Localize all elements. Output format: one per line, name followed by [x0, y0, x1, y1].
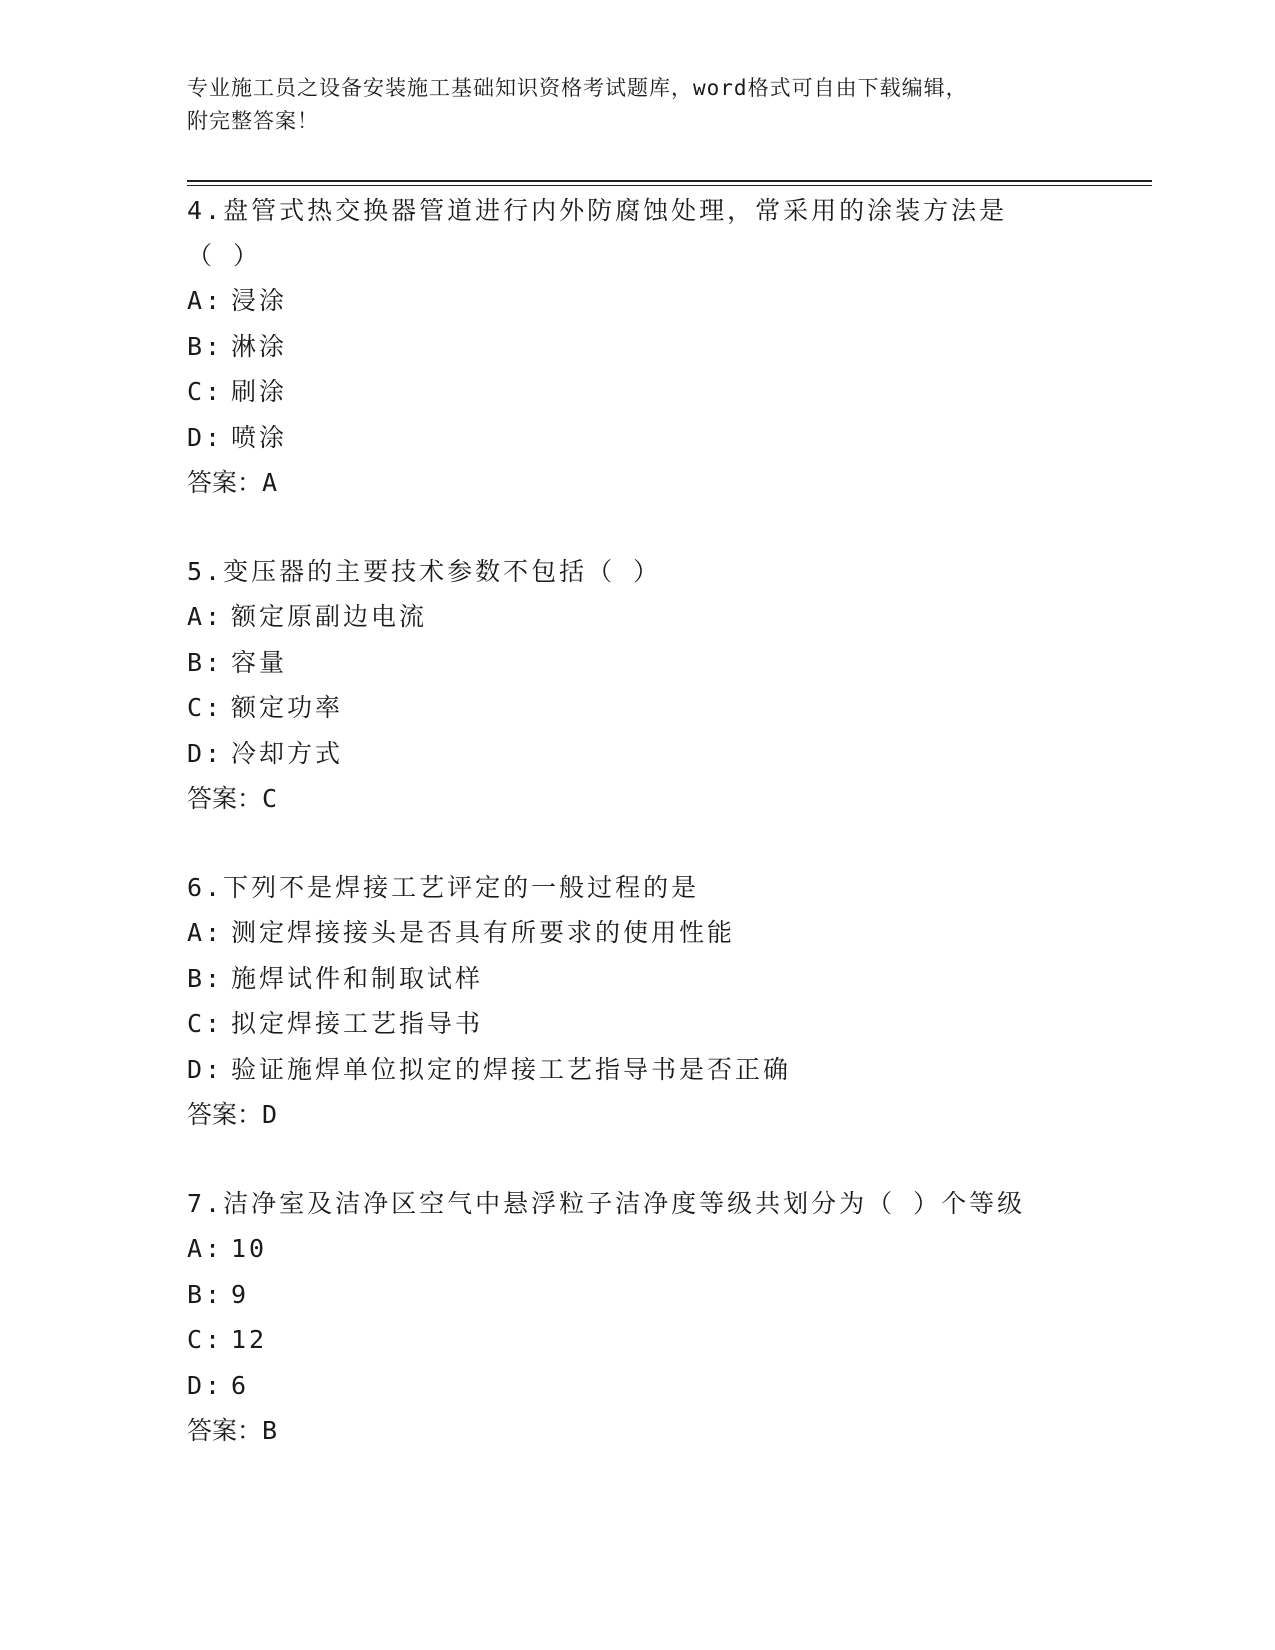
question-6: [187, 865, 1152, 1137]
option-text: 淋涂: [231, 331, 288, 361]
answer-label: 答案：: [187, 468, 263, 497]
answer-label: 答案：: [187, 1100, 263, 1129]
question-text: 4.盘管式热交换器管道进行内外防腐蚀处理，常采用的涂装方法是（ ）: [187, 196, 1008, 270]
option-text: 额定原副边电流: [231, 602, 428, 631]
option-label: A:: [187, 1234, 224, 1263]
option-text: 额定功率: [231, 693, 344, 722]
option-text: 6: [231, 1370, 250, 1400]
option-text: 10: [231, 1234, 268, 1263]
answer-value: C: [262, 784, 278, 813]
option-text: 验证施焊单位拟定的焊接工艺指导书是否正确: [231, 1054, 792, 1084]
option-label: A:: [187, 918, 224, 947]
option-label: A:: [187, 602, 224, 631]
option-text: 冷却方式: [231, 738, 344, 768]
option-a: [187, 278, 1152, 324]
option-label: A:: [187, 286, 224, 315]
option-label: C:: [187, 1009, 224, 1038]
option-label: D:: [187, 738, 224, 768]
option-b: [187, 640, 1152, 686]
option-text: 施焊试件和制取试样: [231, 963, 484, 993]
question-text: 7.洁净室及洁净区空气中悬浮粒子洁净度等级共划分为（ ）个等级: [187, 1189, 1026, 1218]
option-a: [187, 910, 1152, 956]
option-text: 12: [231, 1325, 268, 1354]
option-b: [187, 1272, 1152, 1318]
header-line-2: 附完整答案！: [187, 109, 319, 133]
option-label: C:: [187, 377, 224, 406]
option-label: B:: [187, 331, 224, 361]
option-c: [187, 685, 1152, 731]
answer-label: 答案：: [187, 1416, 263, 1445]
question-text: 6.下列不是焊接工艺评定的一般过程的是: [187, 873, 700, 902]
option-label: D:: [187, 1054, 224, 1084]
option-text: 测定焊接接头是否具有所要求的使用性能: [231, 918, 736, 947]
option-d: [187, 731, 1152, 777]
option-label: C:: [187, 693, 224, 722]
answer-value: B: [262, 1416, 278, 1445]
answer: [187, 776, 1152, 821]
answer: [187, 460, 1152, 505]
header-divider-thin: [187, 185, 1152, 186]
answer-value: D: [262, 1100, 278, 1129]
question-7: [187, 1181, 1152, 1453]
option-label: D:: [187, 422, 224, 452]
answer: [187, 1092, 1152, 1137]
question-5: [187, 549, 1152, 821]
header-line-1: 专业施工员之设备安装施工基础知识资格考试题库，word格式可自由下载编辑，: [187, 76, 968, 100]
answer: [187, 1408, 1152, 1453]
option-text: 9: [231, 1279, 250, 1309]
option-c: [187, 1001, 1152, 1047]
document-header: [187, 72, 1087, 138]
header-divider-thick: [187, 180, 1152, 182]
option-d: [187, 1047, 1152, 1093]
option-b: [187, 956, 1152, 1002]
option-label: B:: [187, 647, 224, 677]
option-text: 容量: [231, 647, 288, 677]
option-b: [187, 324, 1152, 370]
question-4: [187, 188, 1152, 505]
option-label: C:: [187, 1325, 224, 1354]
question-text: 5.变压器的主要技术参数不包括（ ）: [187, 557, 662, 586]
option-c: [187, 369, 1152, 415]
option-a: [187, 1226, 1152, 1272]
option-label: B:: [187, 1279, 224, 1309]
question-list: [187, 188, 1152, 1497]
option-d: [187, 415, 1152, 461]
option-label: D:: [187, 1370, 224, 1400]
option-c: [187, 1317, 1152, 1363]
option-a: [187, 594, 1152, 640]
answer-label: 答案：: [187, 784, 263, 813]
option-label: B:: [187, 963, 224, 993]
option-text: 刷涂: [231, 377, 288, 406]
option-text: 拟定焊接工艺指导书: [231, 1009, 484, 1038]
answer-value: A: [262, 468, 278, 497]
option-text: 喷涂: [231, 422, 288, 452]
option-text: 浸涂: [231, 286, 288, 315]
option-d: [187, 1363, 1152, 1409]
